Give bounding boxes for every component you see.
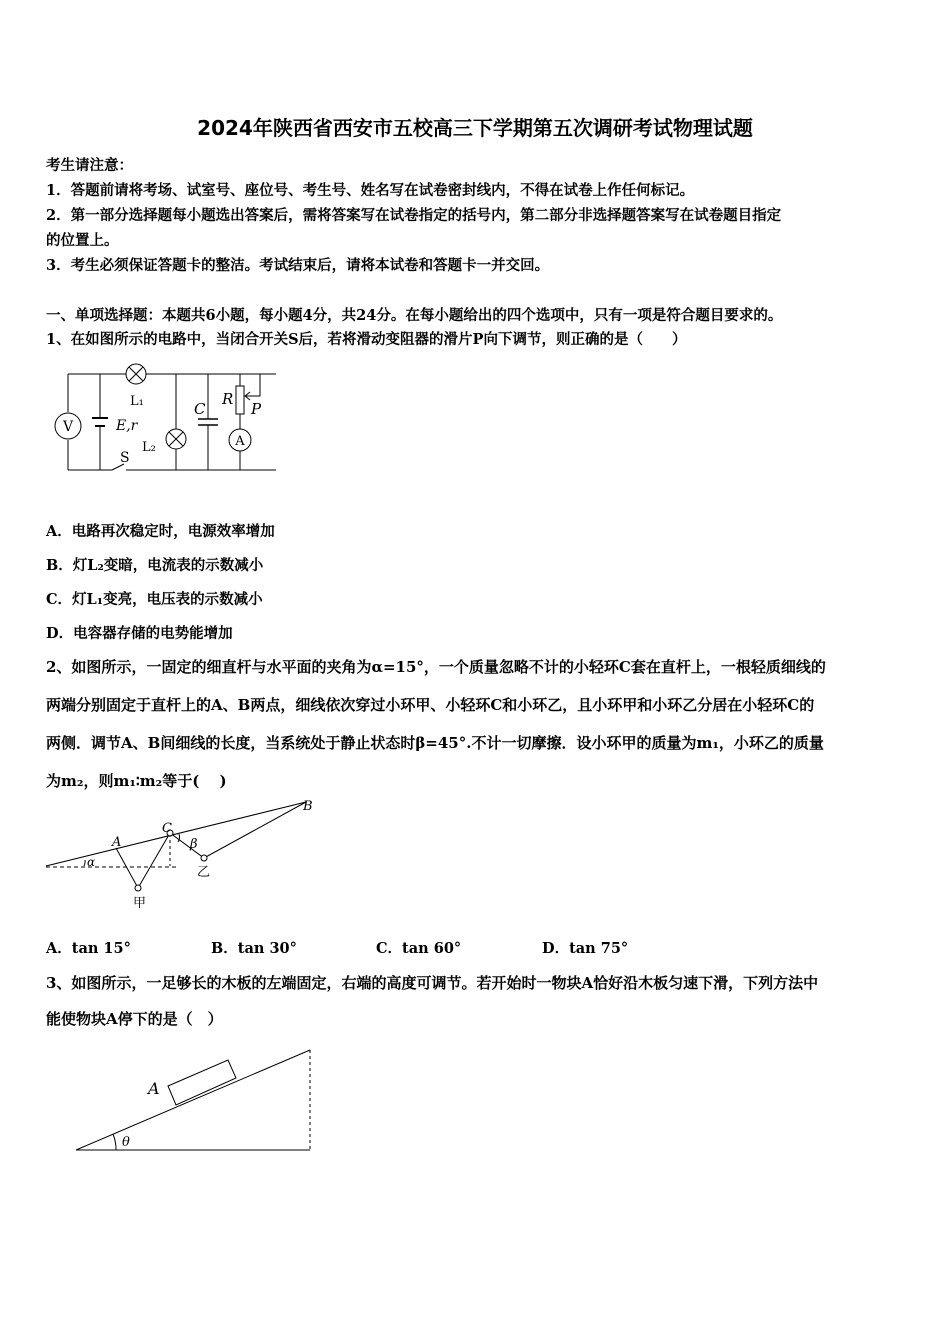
q1-option-c: C．灯L₁变亮，电压表的示数减小 [46, 591, 263, 608]
notice-1: 1．答题前请将考场、试室号、座位号、考生号、姓名写在试卷密封线内，不得在试卷上作任何标记。 [46, 182, 695, 199]
q2-stem-line-1: 2、如图所示，一固定的细直杆与水平面的夹角为α=15°，一个质量忽略不计的小轻环C套在直杆上，一根轻质细线的 [46, 658, 826, 676]
q2-option-a: A．tan 15° [46, 940, 131, 957]
lamp-l1-icon [126, 364, 146, 384]
block-a-icon [168, 1060, 236, 1105]
capacitor-label: C [194, 400, 206, 418]
q2-option-b: B．tan 30° [211, 940, 297, 957]
ammeter-label: A [235, 434, 245, 449]
q1-option-b: B．灯L₂变暗，电流表的示数减小 [46, 557, 264, 574]
notice-3: 3．考生必须保证答题卡的整洁。考试结束后，请将本试卷和答题卡一并交回。 [46, 257, 550, 274]
slider-label: P [251, 400, 262, 418]
battery-label: E,r [116, 418, 138, 434]
notice-2: 2．第一部分选择题每小题选出答案后，需将答案写在试卷指定的括号内，第二部分非选择题答案写在试卷题目指定 [46, 207, 782, 224]
q2-stem-line-4: 为m₂，则m₁∶m₂等于( ) [46, 772, 227, 790]
ring-jia-label: 甲 [133, 896, 147, 911]
q2-stem-line-2: 两端分别固定于直杆上的A、B两点，细线依次穿过小环甲、小轻环C和小环乙，且小环甲和小环乙分居在小轻环C的 [46, 696, 815, 714]
q1-stem: 1、在如图所示的电路中，当闭合开关S后，若将滑动变阻器的滑片P向下调节，则正确的是（ ） [46, 331, 687, 348]
alpha-label: α [87, 855, 96, 869]
page-title: 2024年陕西省西安市五校高三下学期第五次调研考试物理试题 [197, 116, 753, 140]
circuit-diagram [46, 360, 286, 480]
notice-heading: 考生请注意： [46, 157, 133, 174]
beta-label: β [190, 837, 198, 852]
lamp-l2-icon [166, 429, 186, 449]
theta-label: θ [122, 1135, 130, 1150]
incline-diagram [70, 1044, 320, 1156]
voltmeter-label: V [62, 419, 74, 435]
q2-option-c: C．tan 60° [376, 940, 462, 957]
section-heading: 一、单项选择题：本题共6小题，每小题4分，共24分。在每小题给出的四个选项中，只有一项是符合题目要求的。 [46, 307, 783, 324]
q3-stem-line-1: 3、如图所示，一足够长的木板的左端固定，右端的高度可调节。若开始时一物块A恰好沿木板匀速下滑，下列方法中 [46, 974, 819, 992]
point-b-label: B [303, 799, 313, 814]
ring-yi-label: 乙 [197, 865, 211, 880]
ring-c-label: C [162, 821, 172, 836]
block-a-label: A [148, 1079, 160, 1098]
rheostat-label: R [222, 390, 234, 408]
point-a-label: A [112, 835, 122, 850]
notice-2-cont: 的位置上。 [46, 232, 119, 249]
q3-stem-line-2: 能使物块A停下的是（ ） [46, 1010, 223, 1028]
q1-option-a: A．电路再次稳定时，电源效率增加 [46, 523, 275, 540]
lamp-l1-label: L₁ [130, 394, 144, 409]
rod-rings-diagram [44, 796, 324, 912]
switch-label: S [120, 450, 130, 466]
q2-option-d: D．tan 75° [542, 940, 629, 957]
lamp-l2-label: L₂ [142, 440, 156, 455]
ring-jia-icon [135, 885, 141, 891]
q2-stem-line-3: 两侧．调节A、B间细线的长度，当系统处于静止状态时β=45°.不计一切摩擦．设小环甲的质量为m₁，小环乙的质量 [46, 734, 824, 752]
q1-option-d: D．电容器存储的电势能增加 [46, 625, 233, 642]
ring-yi-icon [201, 855, 207, 861]
